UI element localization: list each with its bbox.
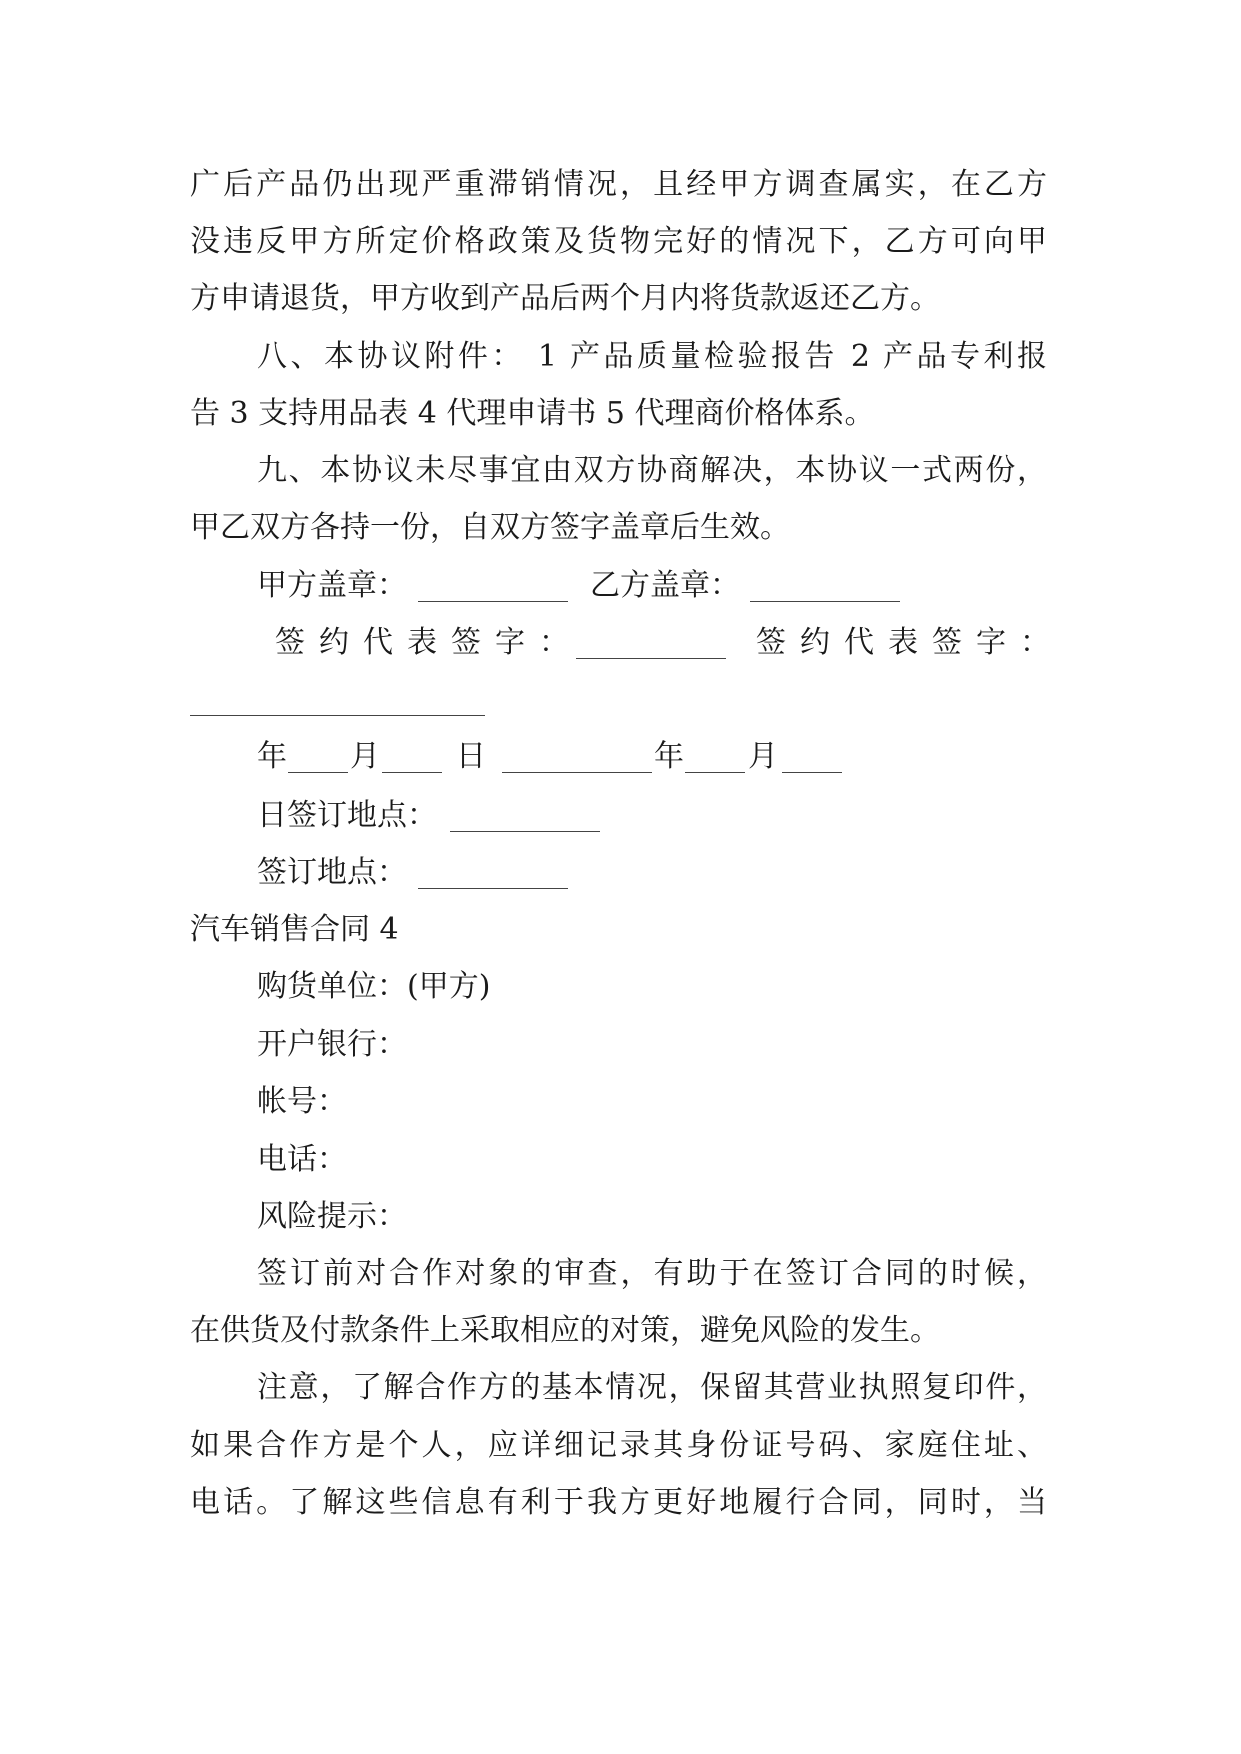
day-place-label: 日签订地点： <box>257 798 437 833</box>
body-line: 没违反甲方所定价格政策及货物完好的情况下，乙方可向甲 <box>190 224 1047 259</box>
section-9-line: 甲乙双方各持一份，自双方签字盖章后生效。 <box>190 510 790 545</box>
rep-sign-a-blank <box>576 658 726 659</box>
month2-blank <box>685 772 745 773</box>
buyer-label: 购货单位：(甲方) <box>257 969 491 1004</box>
risk-paragraph-line: 签订前对合作对象的审查，有助于在签订合同的时候， <box>257 1256 1047 1291</box>
note-paragraph-line: 注意，了解合作方的基本情况，保留其营业执照复印件， <box>257 1370 1047 1405</box>
place-label: 签订地点： <box>257 855 407 890</box>
day-place-blank <box>450 831 600 832</box>
section-9-line: 九、本协议未尽事宜由双方协商解决，本协议一式两份， <box>257 453 1047 488</box>
bank-label: 开户银行： <box>257 1027 407 1062</box>
rep-sign-a-label: 签约代表签字： <box>275 625 583 660</box>
rep-sign-b-blank <box>190 715 485 716</box>
month2-label: 月 <box>748 739 778 774</box>
note-paragraph-line: 如果合作方是个人，应详细记录其身份证号码、家庭住址、 <box>190 1428 1047 1463</box>
rep-sign-b-label: 签约代表签字： <box>756 625 1064 660</box>
body-line: 广后产品仍出现严重滞销情况，且经甲方调查属实，在乙方 <box>190 167 1047 202</box>
day-label: 日 <box>456 739 486 774</box>
month-label: 月 <box>350 739 380 774</box>
section-title: 汽车销售合同 4 <box>190 912 399 947</box>
party-a-seal-blank <box>418 601 568 602</box>
day-blank <box>382 772 442 773</box>
phone-label: 电话： <box>257 1142 347 1177</box>
risk-paragraph-line: 在供货及付款条件上采取相应的对策，避免风险的发生。 <box>190 1313 940 1348</box>
year2-blank <box>502 772 652 773</box>
risk-title: 风险提示： <box>257 1199 407 1234</box>
year2-label: 年 <box>654 739 684 774</box>
party-b-seal-blank <box>750 601 900 602</box>
body-line: 方申请退货，甲方收到产品后两个月内将货款返还乙方。 <box>190 281 940 316</box>
month-blank <box>288 772 348 773</box>
note-paragraph-line: 电话。了解这些信息有利于我方更好地履行合同，同时，当 <box>190 1485 1047 1520</box>
trailing-blank <box>782 772 842 773</box>
party-b-seal-label: 乙方盖章： <box>590 568 740 603</box>
place-blank <box>418 888 568 889</box>
account-label: 帐号： <box>257 1084 347 1119</box>
section-8-line: 告 3 支持用品表 4 代理申请书 5 代理商价格体系。 <box>190 396 875 431</box>
section-8-line: 八、本协议附件： 1 产品质量检验报告 2 产品专利报 <box>257 339 1047 374</box>
party-a-seal-label: 甲方盖章： <box>257 568 407 603</box>
year-label: 年 <box>257 739 287 774</box>
